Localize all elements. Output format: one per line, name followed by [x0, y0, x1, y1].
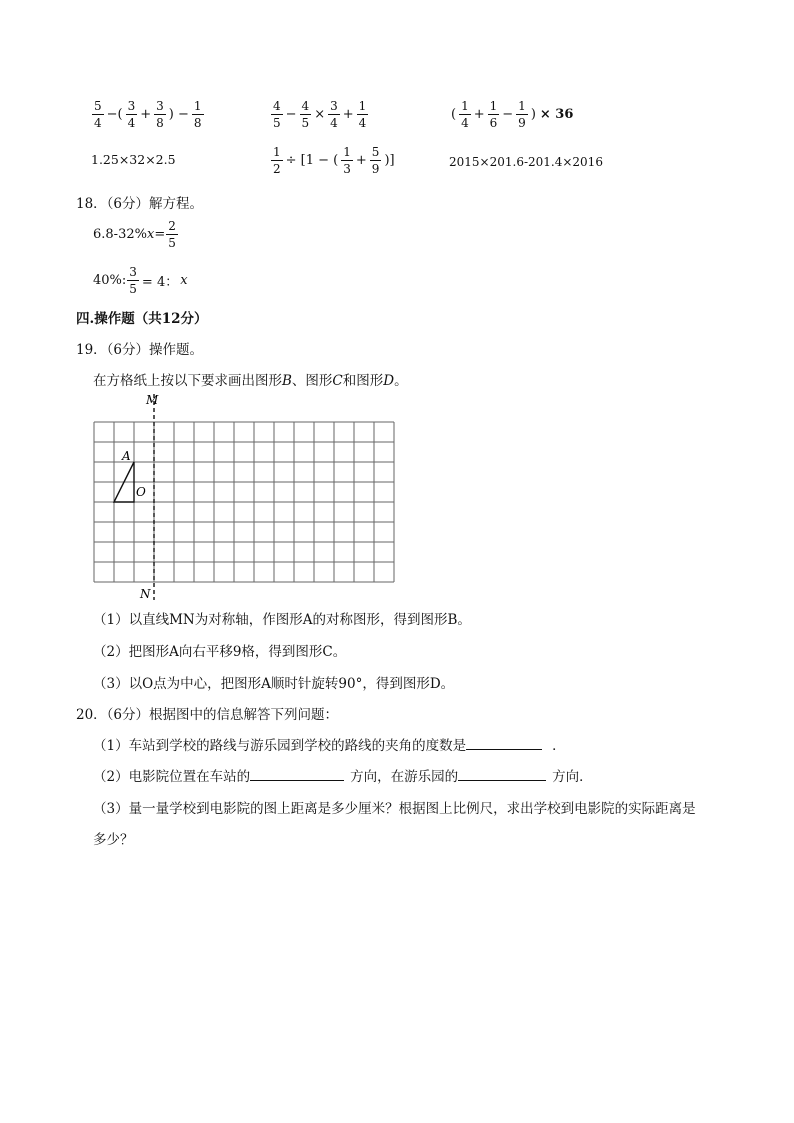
shape-label: B	[282, 373, 292, 389]
frac-den: 4	[330, 116, 338, 130]
multiplier-text: × 36	[539, 107, 574, 122]
shape-label: C	[332, 373, 343, 389]
frac-den: 4	[358, 116, 367, 130]
frac-den: 8	[193, 116, 202, 130]
frac-den: 5	[168, 236, 176, 250]
frac-den: 5	[129, 282, 137, 296]
frac-num: 1	[343, 145, 351, 159]
expr-text: ÷ [1 − (	[285, 153, 339, 168]
q20-part-1	[93, 734, 566, 754]
label-m: M	[146, 393, 159, 407]
frac-num: 3	[330, 99, 338, 113]
question-text: （2）电影院位置在车站的	[93, 769, 251, 785]
frac-num: 4	[301, 99, 310, 113]
frac-den: 9	[518, 116, 526, 130]
frac-num: 1	[358, 99, 367, 113]
grid-diagram	[90, 392, 410, 604]
calc-r1c1: $\frac{5}{4}$ −( $\frac{3}{4}$ + $\frac{3}{8}$ ) − $\frac{1}{8}$	[94, 99, 202, 130]
answer-blank[interactable]	[466, 749, 542, 750]
frac-den: 8	[156, 116, 164, 130]
q19-step-1: （1）以直线MN为对称轴，作图形A的对称图形，得到图形B。	[93, 612, 471, 628]
frac-num: 1	[518, 99, 526, 113]
calc-r2c3: 2015×201.6-201.4×2016	[449, 155, 603, 169]
eq-var: x	[146, 227, 155, 242]
frac-num: 4	[273, 99, 281, 113]
frac-num: 5	[94, 99, 102, 113]
frac-den: 6	[489, 116, 498, 130]
frac-den: 5	[273, 116, 281, 130]
frac-num: 1	[193, 99, 202, 113]
expr-text: )]	[384, 153, 395, 168]
q19-title: 19．（6分）操作题。	[76, 342, 204, 358]
calc-r1c3: ( $\frac{1}{4}$ + $\frac{1}{6}$ − $\frac{1}{9}$ ) × 36	[451, 99, 574, 130]
q18-equation-1	[93, 220, 179, 249]
frac-den: 2	[273, 162, 281, 176]
frac-num: 1	[489, 99, 498, 113]
q20-part-3-line1: （3）量一量学校到电影院的图上距离是多少厘米？根据图上比例尺，求出学校到电影院的实际距离是	[93, 801, 696, 817]
section-heading: 四.操作题（共12分）	[76, 311, 208, 327]
frac-den: 4	[127, 116, 136, 130]
frac-den: 9	[371, 162, 380, 176]
answer-blank[interactable]	[458, 780, 546, 781]
question-text: （1）车站到学校的路线与游乐园到学校的路线的夹角的度数是	[93, 738, 467, 754]
frac-den: 4	[461, 116, 469, 130]
label-n: N	[140, 587, 151, 601]
label-a: A	[122, 449, 131, 463]
frac-num: 3	[156, 99, 164, 113]
question-text: 方向，在游乐园的	[350, 769, 459, 785]
shape-label: D	[383, 373, 395, 389]
intro-text: 、图形	[291, 373, 333, 389]
eq-text: 40%:	[93, 273, 127, 288]
intro-text: 在方格纸上按以下要求画出图形	[93, 373, 282, 389]
q18-equation-2	[93, 266, 188, 295]
q19-step-3: （3）以O点为中心，把图形A顺时针旋转90°，得到图形D。	[93, 676, 455, 692]
question-text: 方向．	[552, 769, 593, 785]
calc-r2c2: $\frac{1}{2}$ ÷ [1 − ( $\frac{1}{3}$ + $\frac{5}{9}$ )]	[273, 145, 395, 176]
q18-title: 18．（6分）解方程。	[76, 196, 204, 212]
frac-den: 5	[301, 116, 310, 130]
frac-num: 1	[273, 145, 281, 159]
eq-var: x	[180, 273, 188, 288]
eq-text: = 4：	[141, 275, 179, 290]
frac-num: 1	[461, 99, 469, 113]
calc-r1c2: $\frac{4}{5}$ − $\frac{4}{5}$ × $\frac{3}{4}$ + $\frac{1}{4}$	[273, 99, 367, 130]
grid-lines	[94, 422, 394, 582]
q20-part-2	[93, 765, 593, 785]
calc-r2c1: 1.25×32×2.5	[91, 152, 176, 167]
q19-step-2: （2）把图形A向右平移9格，得到图形C。	[93, 644, 347, 660]
frac-den: 3	[343, 162, 351, 176]
eq-text: 6.8-32%	[93, 227, 147, 242]
frac-den: 4	[94, 116, 102, 130]
answer-blank[interactable]	[250, 780, 344, 781]
eq-text: =	[154, 227, 166, 242]
q20-part-3-line2: 多少？	[93, 832, 134, 848]
label-o: O	[136, 485, 146, 499]
q20-title: 20．（6分）根据图中的信息解答下列问题：	[76, 707, 339, 723]
intro-text: 和图形	[342, 373, 384, 389]
q19-intro	[93, 369, 408, 389]
frac-num: 5	[371, 145, 380, 159]
intro-text: 。	[394, 373, 408, 389]
frac-num: 2	[168, 219, 176, 233]
question-text: ．	[552, 738, 566, 754]
frac-num: 3	[127, 99, 136, 113]
frac-num: 3	[129, 265, 137, 279]
